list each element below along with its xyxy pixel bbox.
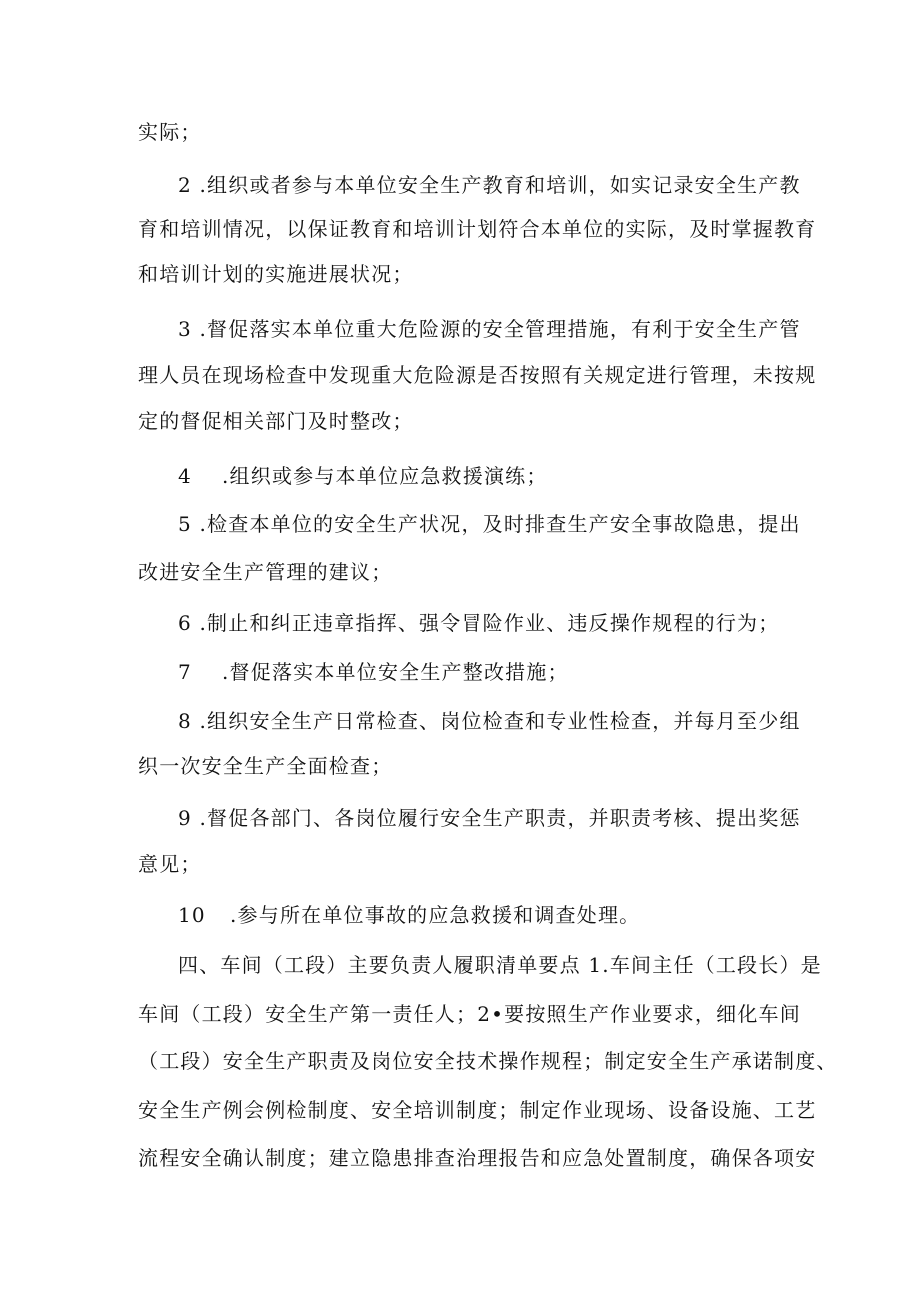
list-text: .督促落实本单位安全生产整改措施；	[222, 660, 569, 684]
text-line: （工段）安全生产职责及岗位安全技术操作规程；制定安全生产承诺制度、	[138, 1049, 838, 1073]
text-line: 育和培训情况，以保证教育和培训计划符合本单位的实际，及时掌握教育	[138, 217, 817, 241]
list-text: .组织或参与本单位应急救援演练；	[222, 464, 548, 488]
text-line: 和培训计划的实施进展状况；	[138, 262, 414, 286]
text-line: 9 .督促各部门、各岗位履行安全生产职责，并职责考核、提出奖惩	[178, 806, 801, 830]
text-line: 流程安全确认制度；建立隐患排查治理报告和应急处置制度，确保各项安	[138, 1146, 817, 1170]
text-line: 实际；	[138, 120, 202, 144]
list-item-4	[178, 463, 548, 489]
list-number: 4	[178, 464, 192, 488]
list-text: .参与所在单位事故的应急救援和调查处理。	[230, 903, 641, 927]
text-line: 3 .督促落实本单位重大危险源的安全管理措施，有利于安全生产管	[178, 317, 801, 341]
text-line: 理人员在现场检查中发现重大危险源是否按照有关规定进行管理，未按规	[138, 363, 817, 387]
list-number: 10	[178, 903, 206, 927]
list-item-7	[178, 659, 569, 685]
text-line: 8 .组织安全生产日常检查、岗位检查和专业性检查，并每月至少组	[178, 709, 801, 733]
text-line: 2 .组织或者参与本单位安全生产教育和培训，如实记录安全生产教	[178, 173, 801, 197]
text-line: 定的督促相关部门及时整改；	[138, 409, 414, 433]
text-line: 改进安全生产管理的建议；	[138, 560, 393, 584]
text-line: 5 .检查本单位的安全生产状况，及时排查生产安全事故隐患，提出	[178, 512, 801, 536]
text-line: 6 .制止和纠正违章指挥、强令冒险作业、违反操作规程的行为；	[178, 611, 780, 635]
list-item-10	[178, 902, 640, 928]
text-line: 车间（工段）安全生产第一责任人；2•要按照生产作业要求，细化车间	[138, 1002, 801, 1026]
text-line: 安全生产例会例检制度、安全培训制度；制定作业现场、设备设施、工艺	[138, 1098, 817, 1122]
text-line: 意见；	[138, 852, 202, 876]
list-number: 7	[178, 660, 192, 684]
text-line: 织一次安全生产全面检查；	[138, 754, 393, 778]
text-line: 四、车间（工段）主要负责人履职清单要点 1.车间主任（工段长）是	[178, 953, 822, 977]
